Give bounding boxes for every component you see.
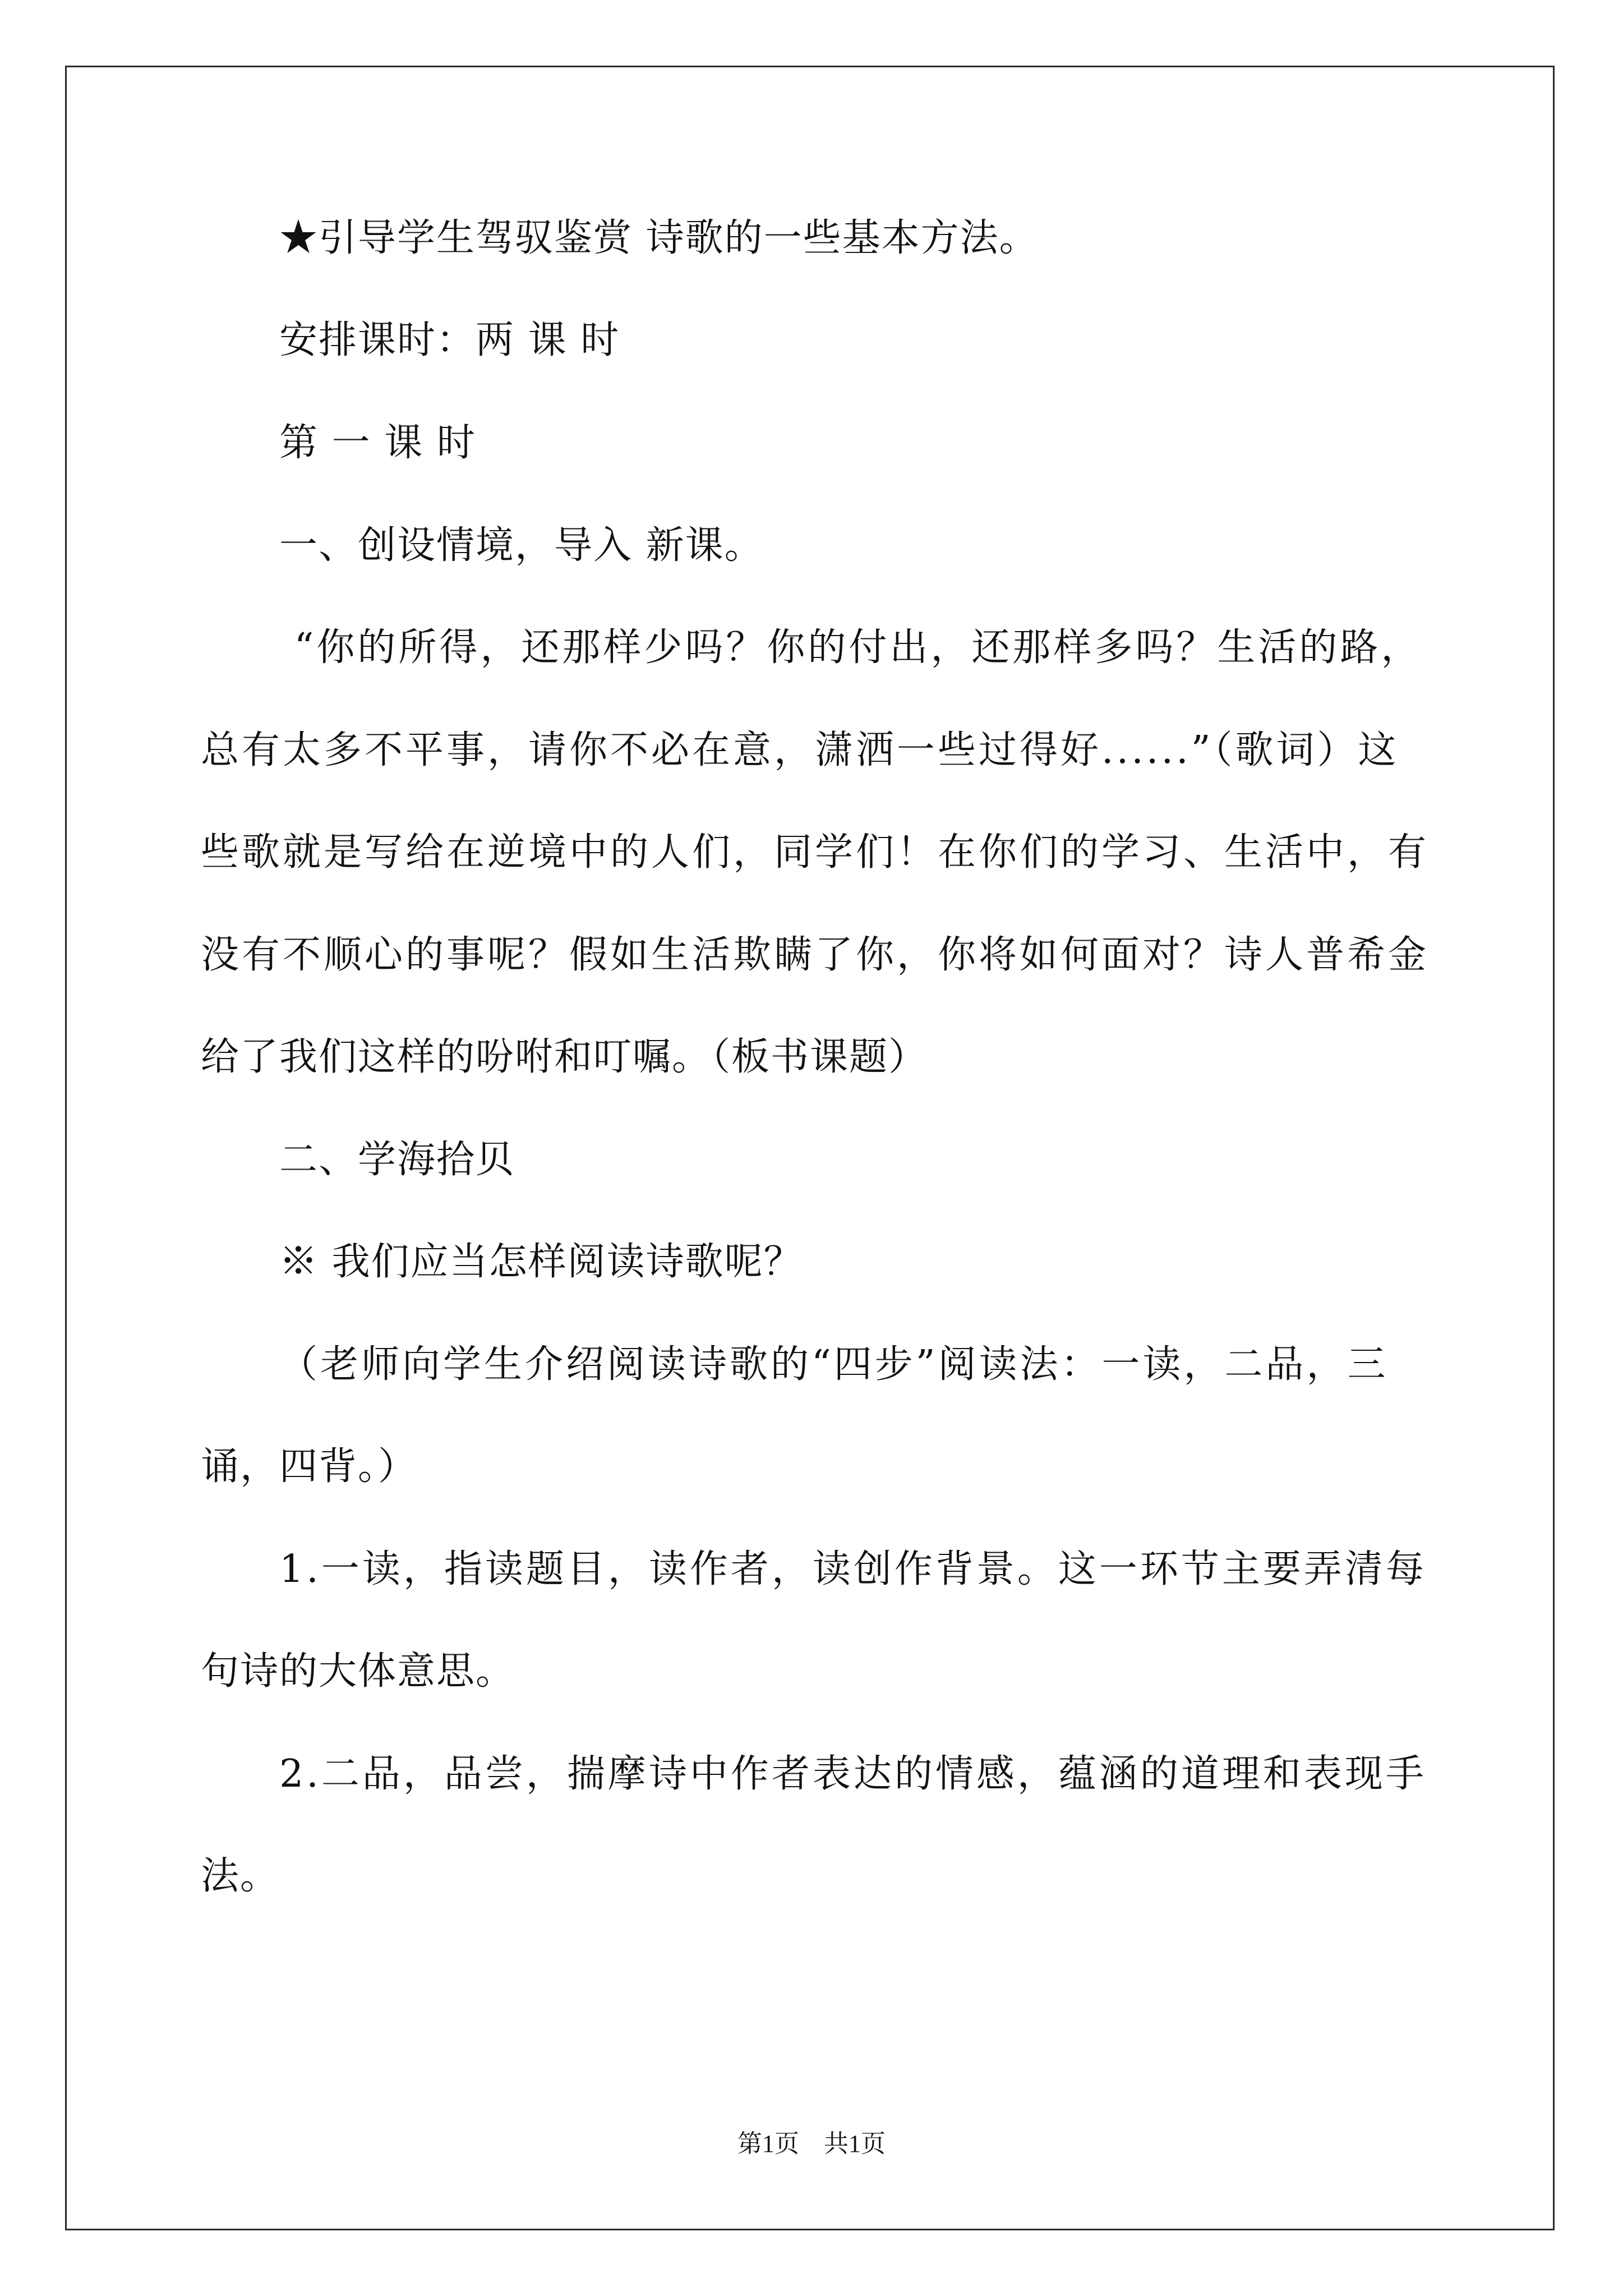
list-item-1-cont: 句诗的大体意思。 [201, 1649, 515, 1694]
lesson-heading: 第 一 课 时 [279, 421, 476, 465]
paragraph-line: 总有太多不平事，请你不必在意，潇洒一些过得好......”（歌词）这 [201, 728, 1399, 772]
paragraph-line: （老师向学生介绍阅读诗歌的“四步”阅读法：一读，二品，三 [279, 1342, 1389, 1387]
paragraph-line: 诵，四背。） [201, 1444, 418, 1489]
list-item-1: 1.一读，指读题目，读作者，读创作背景。这一环节主要弄清每 [279, 1547, 1427, 1591]
paragraph-line: “你的所得，还那样少吗？你的付出，还那样多吗？生活的路， [279, 625, 1422, 670]
schedule-line: 安排课时：两 课 时 [279, 318, 620, 362]
objective-line: ★引导学生驾驭鉴赏 诗歌的一些基本方法。 [279, 216, 1039, 260]
list-item-2-cont: 法。 [201, 1854, 280, 1898]
question-line: ※ 我们应当怎样阅读诗歌呢？ [279, 1240, 803, 1284]
page-footer: 第1页 共1页 [737, 2130, 886, 2157]
section-heading-2: 二、学海拾贝 [279, 1138, 515, 1182]
section-heading-1: 一、创设情境，导入 新课。 [279, 523, 764, 568]
list-item-2: 2.二品，品尝，揣摩诗中作者表达的情感，蕴涵的道理和表现手 [279, 1752, 1427, 1796]
paragraph-line: 些歌就是写给在逆境中的人们，同学们！在你们的学习、生活中，有 [201, 830, 1430, 875]
paragraph-line: 给了我们这样的吩咐和叮嘱。（板书课题） [201, 1035, 928, 1079]
paragraph-line: 没有不顺心的事呢？假如生活欺瞒了你，你将如何面对？诗人普希金 [201, 933, 1430, 977]
